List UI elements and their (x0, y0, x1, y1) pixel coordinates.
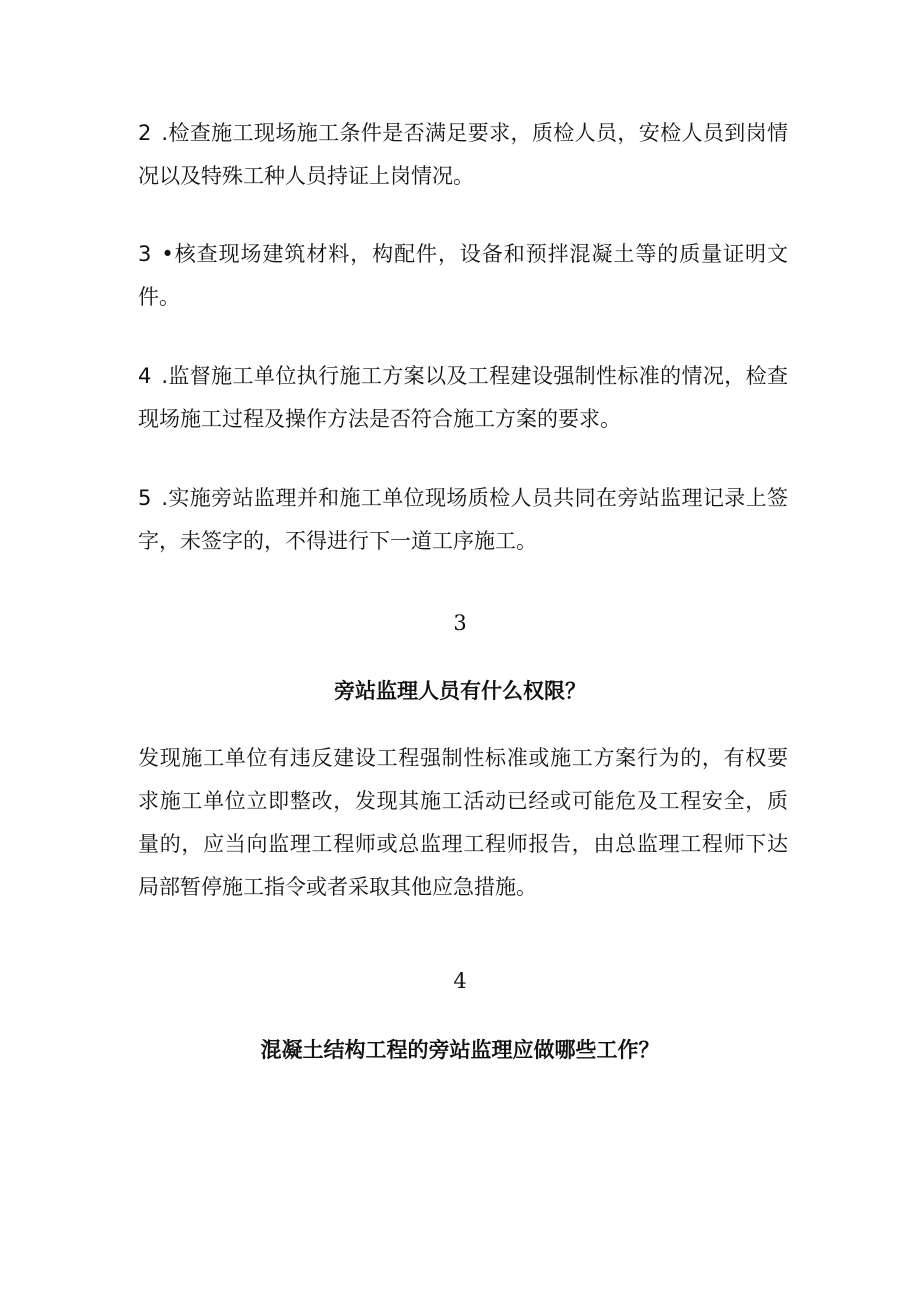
section-body: 发现施工单位有违反建设工程强制性标准或施工方案行为的，有权要求施工单位立即整改，发现其施工活动已经或可能危及工程安全，质量的，应当向监理工程师或总监理工程师报告，由总监理工程师下达局部暂停施工指令或者采取其他应急措施。 (138, 746, 788, 899)
section-number: 4 (453, 969, 467, 993)
item-text: •核查现场建筑材料，构配件，设备和预拌混凝土等的质量证明文件。 (138, 242, 788, 309)
section-number: 3 (453, 611, 467, 635)
item-number: 3 (138, 242, 152, 266)
list-item (138, 477, 788, 563)
section-heading: 旁站监理人员有什么权限？ (334, 679, 586, 703)
section-heading: 混凝土结构工程的旁站监理应做哪些工作？ (260, 1038, 660, 1062)
list-item (138, 112, 788, 198)
item-number: 5 (138, 486, 152, 510)
item-text: .监督施工单位执行施工方案以及工程建设强制性标准的情况，检查现场施工过程及操作方法是否符合施工方案的要求。 (138, 364, 788, 431)
item-text: .实施旁站监理并和施工单位现场质检人员共同在旁站监理记录上签字，未签字的，不得进行下一道工序施工。 (138, 486, 788, 553)
list-item (138, 355, 788, 441)
item-text: .检查施工现场施工条件是否满足要求，质检人员，安检人员到岗情况以及特殊工种人员持证上岗情况。 (138, 121, 788, 188)
item-number: 4 (138, 364, 152, 388)
item-number: 2 (138, 121, 152, 145)
list-item (138, 233, 788, 319)
